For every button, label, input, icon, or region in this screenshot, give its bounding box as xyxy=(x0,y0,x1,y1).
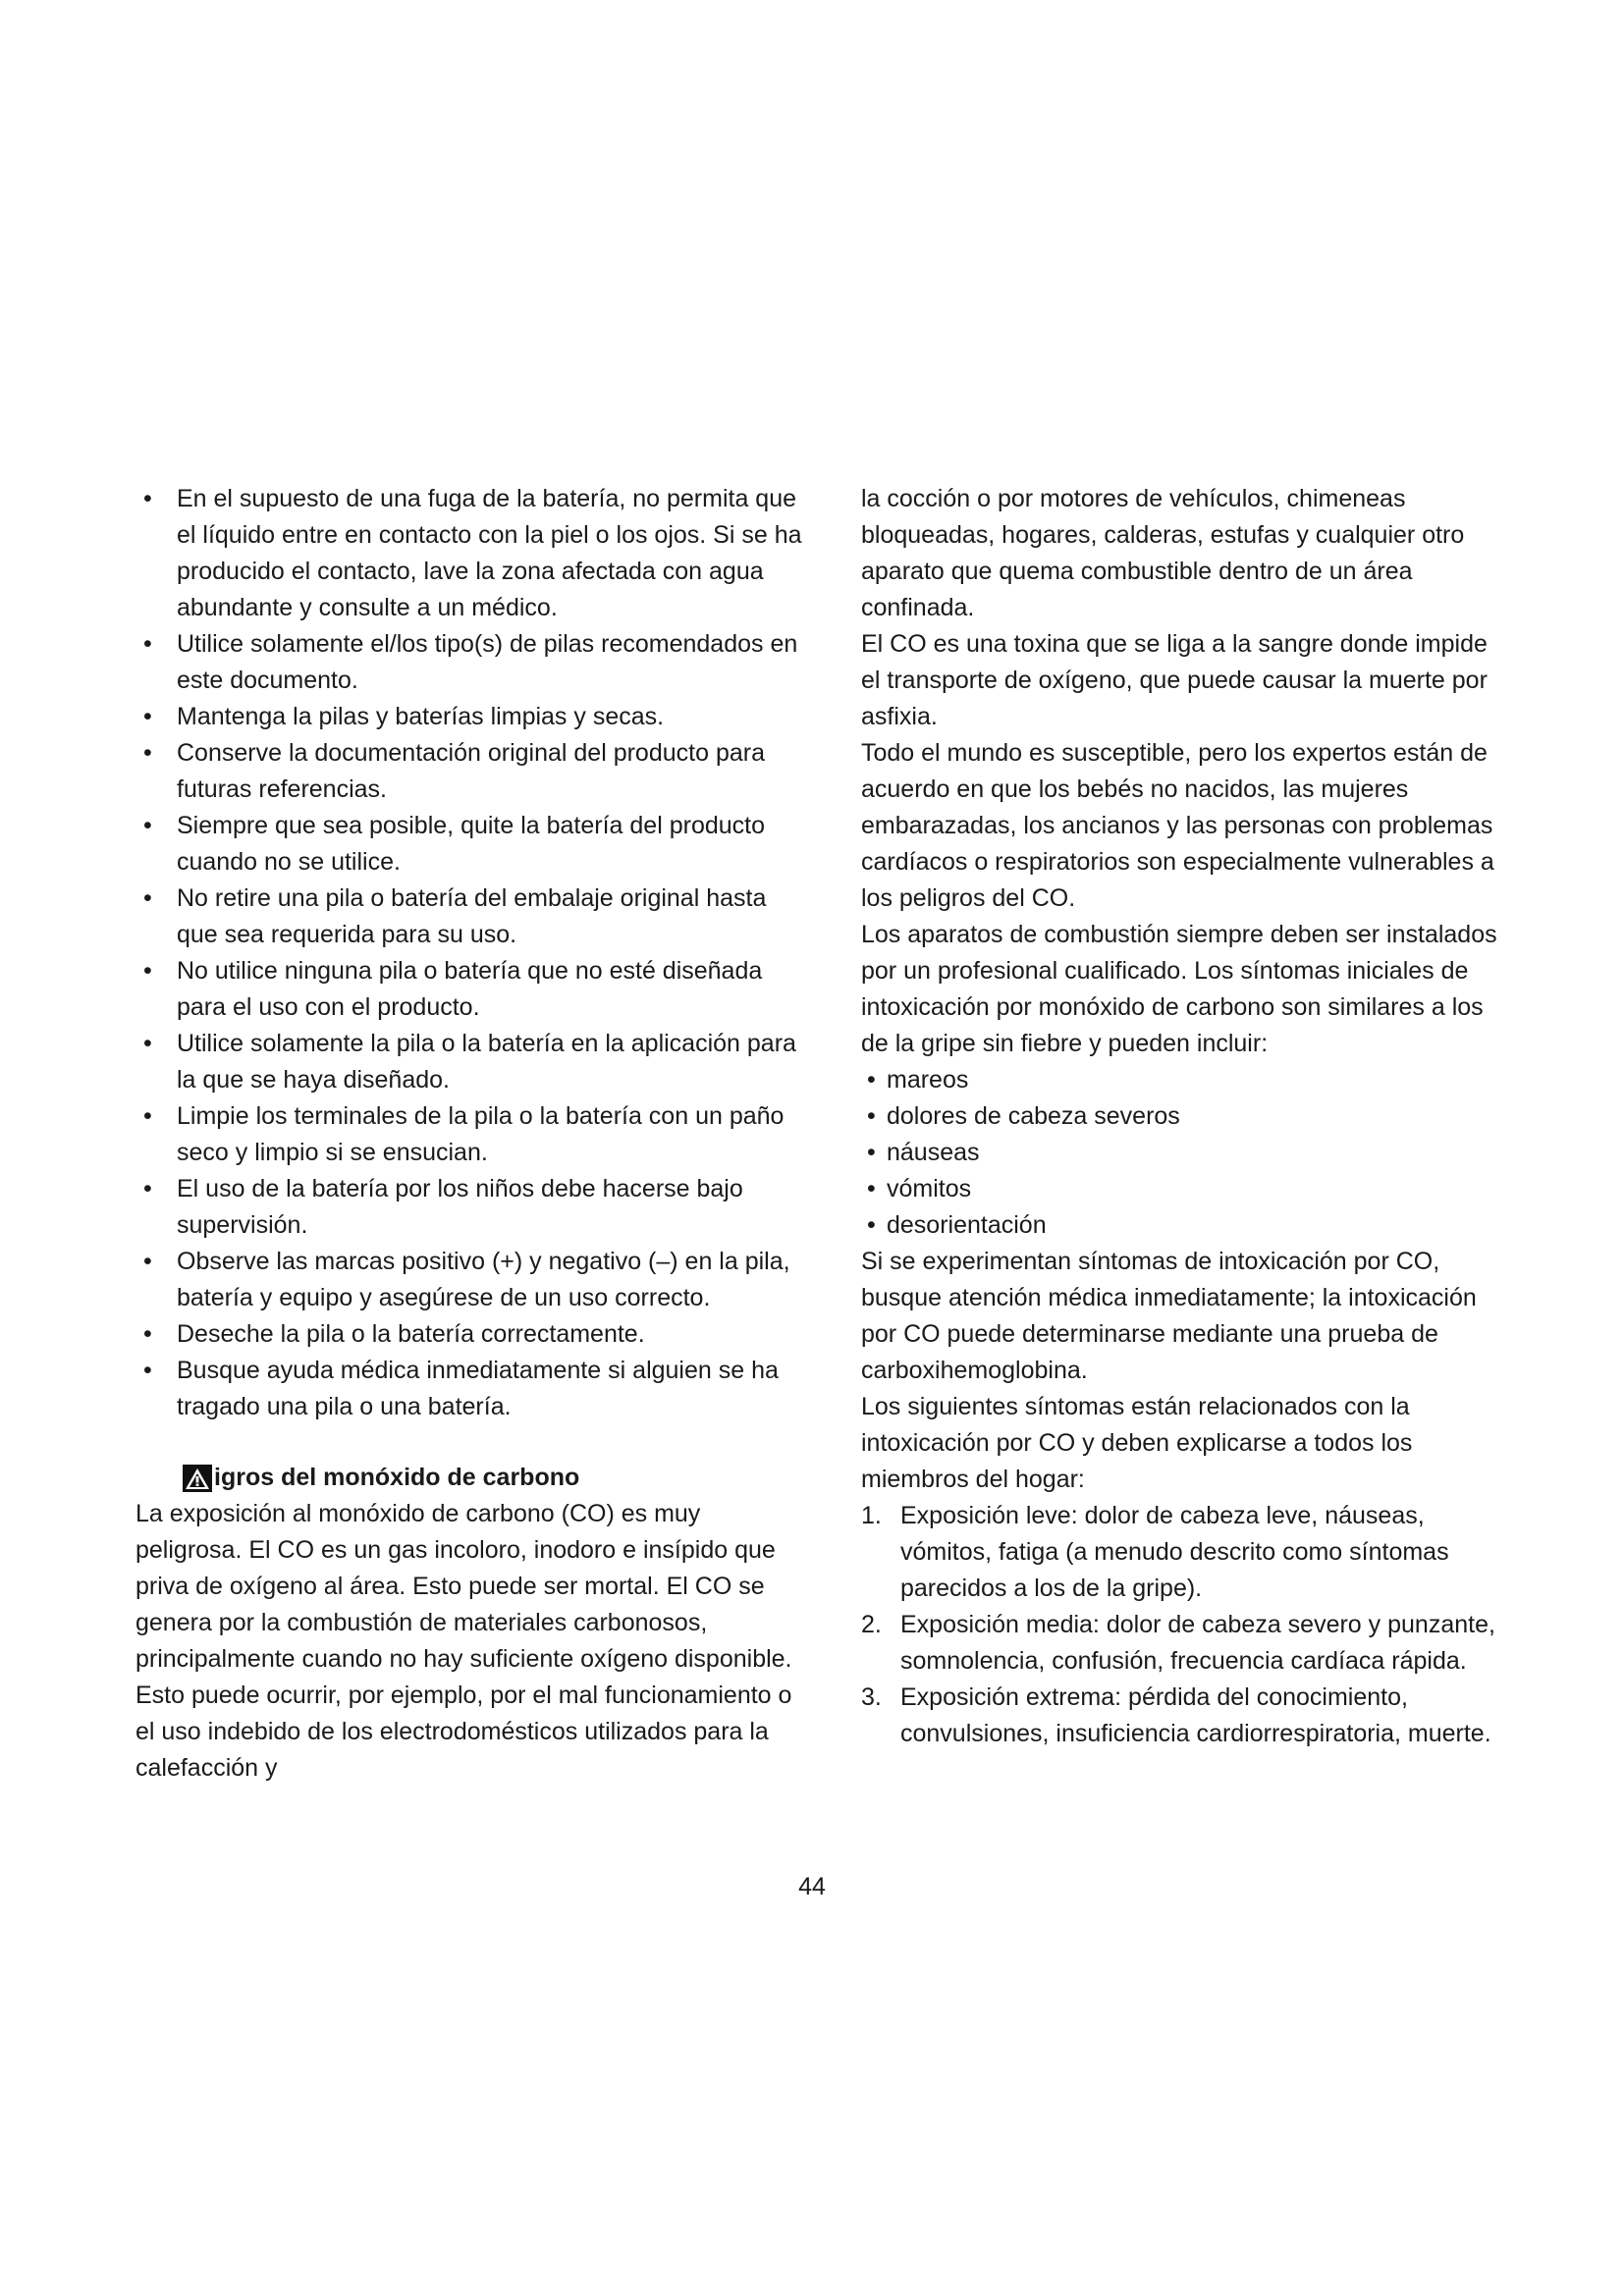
page-number: 44 xyxy=(798,1873,826,1900)
left-column xyxy=(135,481,803,1787)
list-item: • náuseas xyxy=(867,1139,980,1166)
list-item: 3. Exposición extrema: pérdida del conocimiento, convulsiones, insuficiencia cardiorrespiratoria, muerte. xyxy=(861,1683,1491,1747)
toxin-paragraph: El CO es una toxina que se liga a la sangre donde impide el transporte de oxígeno, que puede causar la muerte por asfixia. xyxy=(861,630,1488,730)
exposure-levels-list xyxy=(861,1498,1499,1752)
symptoms-list xyxy=(861,1062,1499,1244)
list-item: • dolores de cabeza severos xyxy=(867,1102,1180,1130)
list-item: • Busque ayuda médica inmediatamente si alguien se ha tragado una pila o una batería. xyxy=(143,1357,779,1420)
list-item: 1. Exposición leve: dolor de cabeza leve, náuseas, vómitos, fatiga (a menudo descrito como síntomas parecidos a los de la gripe). xyxy=(861,1502,1449,1602)
section-title: igros del monóxido de carbono xyxy=(214,1464,580,1491)
household-paragraph: Los siguientes síntomas están relacionados con la intoxicación por CO y deben explicarse a todos los miembros del hogar: xyxy=(861,1393,1413,1493)
continuation-paragraph: la cocción o por motores de vehículos, chimeneas bloqueadas, hogares, calderas, estufas y cualquier otro aparato que quema combustible dentro de un área confinada. xyxy=(861,485,1465,621)
list-item: • Siempre que sea posible, quite la batería del producto cuando no se utilice. xyxy=(143,812,765,876)
right-column xyxy=(861,481,1499,1752)
susceptible-paragraph: Todo el mundo es susceptible, pero los expertos están de acuerdo en que los bebés no nacidos, las mujeres embarazadas, los ancianos y las personas con problemas cardíacos o respiratorios son especialmente vulnerables a los peligros del CO. xyxy=(861,739,1494,912)
list-item: • Observe las marcas positivo (+) y negativo (–) en la pila, batería y equipo y asegúrese de un uso correcto. xyxy=(143,1248,790,1311)
list-item: • vómitos xyxy=(867,1175,972,1202)
battery-safety-list xyxy=(135,481,803,1425)
list-item: • Mantenga la pilas y baterías limpias y secas. xyxy=(143,703,665,730)
co-intro-paragraph: La exposición al monóxido de carbono (CO) es muy peligrosa. El CO es un gas incoloro, inodoro e insípido que priva de oxígeno al área. Esto puede ser mortal. El CO se genera por la combustión de materiales carbonosos, principalmente cuando no hay suficiente oxígeno disponible. Esto puede ocurrir, por ejemplo, por el mal funcionamiento o el uso indebido de los electrodomésticos utilizados para la calefacción y xyxy=(135,1500,792,1782)
list-item: • No retire una pila o batería del embalaje original hasta que sea requerida para su uso. xyxy=(143,884,767,948)
list-item: • Conserve la documentación original del producto para futuras referencias. xyxy=(143,739,765,803)
list-item: • desorientación xyxy=(867,1211,1047,1239)
list-item: 2. Exposición media: dolor de cabeza severo y punzante, somnolencia, confusión, frecuencia cardíaca rápida. xyxy=(861,1611,1495,1675)
list-item: • En el supuesto de una fuga de la batería, no permita que el líquido entre en contacto con la piel o los ojos. Si se ha producido el contacto, lave la zona afectada con agua abundante y consulte a un médico. xyxy=(143,485,802,621)
list-item: • Utilice solamente la pila o la batería en la aplicación para la que se haya diseñado. xyxy=(143,1030,796,1094)
medical-paragraph: Si se experimentan síntomas de intoxicación por CO, busque atención médica inmediatamente; la intoxicación por CO puede determinarse mediante una prueba de carboxihemoglobina. xyxy=(861,1248,1477,1384)
warning-icon xyxy=(183,1465,212,1492)
list-item: • Limpie los terminales de la pila o la batería con un paño seco y limpio si se ensucian. xyxy=(143,1102,785,1166)
section-heading xyxy=(135,1460,803,1496)
list-item: • El uso de la batería por los niños debe hacerse bajo supervisión. xyxy=(143,1175,743,1239)
list-item: • Deseche la pila o la batería correctamente. xyxy=(143,1320,645,1348)
installation-paragraph: Los aparatos de combustión siempre deben ser instalados por un profesional cualificado. Los síntomas iniciales de intoxicación por monóxido de carbono son similares a los de la gripe sin fiebre y pueden incluir: xyxy=(861,921,1497,1057)
list-item: • Utilice solamente el/los tipo(s) de pilas recomendados en este documento. xyxy=(143,630,798,694)
list-item: • No utilice ninguna pila o batería que no esté diseñada para el uso con el producto. xyxy=(143,957,763,1021)
list-item: • mareos xyxy=(867,1066,969,1094)
